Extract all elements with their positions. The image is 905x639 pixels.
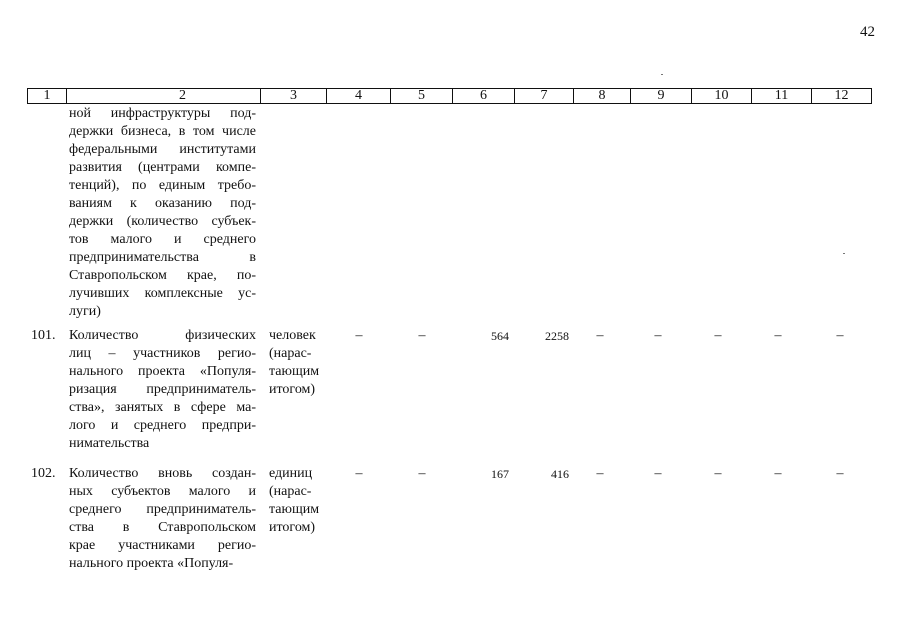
description-line: держки (количество субъек- bbox=[69, 214, 256, 229]
header-cell-6: 6 bbox=[452, 89, 514, 103]
row-unit bbox=[269, 327, 319, 399]
description-line: крае участниками регио- bbox=[69, 538, 256, 553]
unit-line: тающим bbox=[269, 502, 320, 517]
row-description bbox=[69, 465, 256, 573]
value-col-4: – bbox=[355, 328, 363, 343]
value-col-12: – bbox=[836, 328, 844, 343]
value-col-7: 2258 bbox=[545, 329, 569, 343]
value-col-11: – bbox=[774, 328, 782, 343]
value-col-10: – bbox=[714, 466, 722, 481]
description-line: луги) bbox=[69, 304, 101, 319]
description-line: нального проекта «Популя- bbox=[69, 364, 256, 379]
continuation-description bbox=[69, 105, 256, 321]
header-cell-3: 3 bbox=[260, 89, 326, 103]
header-cell-2: 2 bbox=[66, 89, 298, 103]
description-line: федеральными институтами bbox=[69, 142, 256, 157]
description-line: нального проекта «Популя- bbox=[69, 556, 234, 571]
value-col-10: – bbox=[714, 328, 722, 343]
row-description bbox=[69, 327, 256, 453]
value-col-5: – bbox=[418, 328, 426, 343]
header-cell-1: 1 bbox=[43, 88, 51, 103]
value-col-7: 416 bbox=[551, 467, 569, 481]
description-line: Ставропольском крае, по- bbox=[69, 268, 256, 283]
value-col-8: – bbox=[596, 328, 604, 343]
description-line: нимательства bbox=[69, 436, 150, 451]
value-col-6: 564 bbox=[491, 329, 509, 343]
row-number: 102. bbox=[31, 466, 56, 481]
value-col-8: – bbox=[596, 466, 604, 481]
unit-line: (нарас- bbox=[269, 346, 312, 361]
description-line: Количество физических bbox=[69, 328, 256, 343]
unit-line: человек bbox=[269, 328, 316, 343]
header-cell-8: 8 bbox=[573, 89, 630, 103]
scan-speck bbox=[661, 74, 663, 75]
unit-line: (нарас- bbox=[269, 484, 312, 499]
page-number: 42 bbox=[860, 24, 875, 40]
description-line: ства в Ставропольском bbox=[69, 520, 256, 535]
unit-line: итогом) bbox=[269, 520, 316, 535]
description-line: ных субъектов малого и bbox=[69, 484, 256, 499]
description-line: среднего предприниматель- bbox=[69, 502, 256, 517]
description-line: ной инфраструктуры под- bbox=[69, 106, 256, 121]
scan-speck bbox=[843, 253, 845, 254]
value-col-11: – bbox=[774, 466, 782, 481]
description-line: тенций), по единым требо- bbox=[69, 178, 256, 193]
header-cell-5: 5 bbox=[390, 89, 452, 103]
description-line: ваниям к оказанию под- bbox=[69, 196, 256, 211]
value-col-12: – bbox=[836, 466, 844, 481]
header-cell-11: 11 bbox=[751, 89, 811, 103]
header-cell-7: 7 bbox=[514, 89, 573, 103]
header-cell-10: 10 bbox=[691, 89, 751, 103]
value-col-5: – bbox=[418, 466, 426, 481]
description-line: держки бизнеса, в том числе bbox=[69, 124, 256, 139]
unit-line: итогом) bbox=[269, 382, 316, 397]
value-col-6: 167 bbox=[491, 467, 509, 481]
description-line: Количество вновь создан- bbox=[69, 466, 256, 481]
header-cell-9: 9 bbox=[630, 89, 691, 103]
description-line: лиц – участников регио- bbox=[69, 346, 256, 361]
description-line: предпринимательства в bbox=[69, 250, 256, 265]
value-col-4: – bbox=[355, 466, 363, 481]
row-unit bbox=[269, 465, 319, 537]
description-line: ства», занятых в сфере ма- bbox=[69, 400, 256, 415]
unit-line: тающим bbox=[269, 364, 320, 379]
header-cell-12: 12 bbox=[811, 89, 871, 103]
value-col-9: – bbox=[654, 328, 662, 343]
description-line: лого и среднего предпри- bbox=[69, 418, 256, 433]
value-col-9: – bbox=[654, 466, 662, 481]
row-number: 101. bbox=[31, 328, 56, 343]
unit-line: единиц bbox=[269, 466, 313, 481]
description-line: ризация предприниматель- bbox=[69, 382, 256, 397]
description-line: тов малого и среднего bbox=[69, 232, 256, 247]
header-cell-4: 4 bbox=[326, 89, 390, 103]
table-header-row bbox=[27, 88, 872, 104]
description-line: развития (центрами компе- bbox=[69, 160, 256, 175]
description-line: лучивших комплексные ус- bbox=[69, 286, 256, 301]
